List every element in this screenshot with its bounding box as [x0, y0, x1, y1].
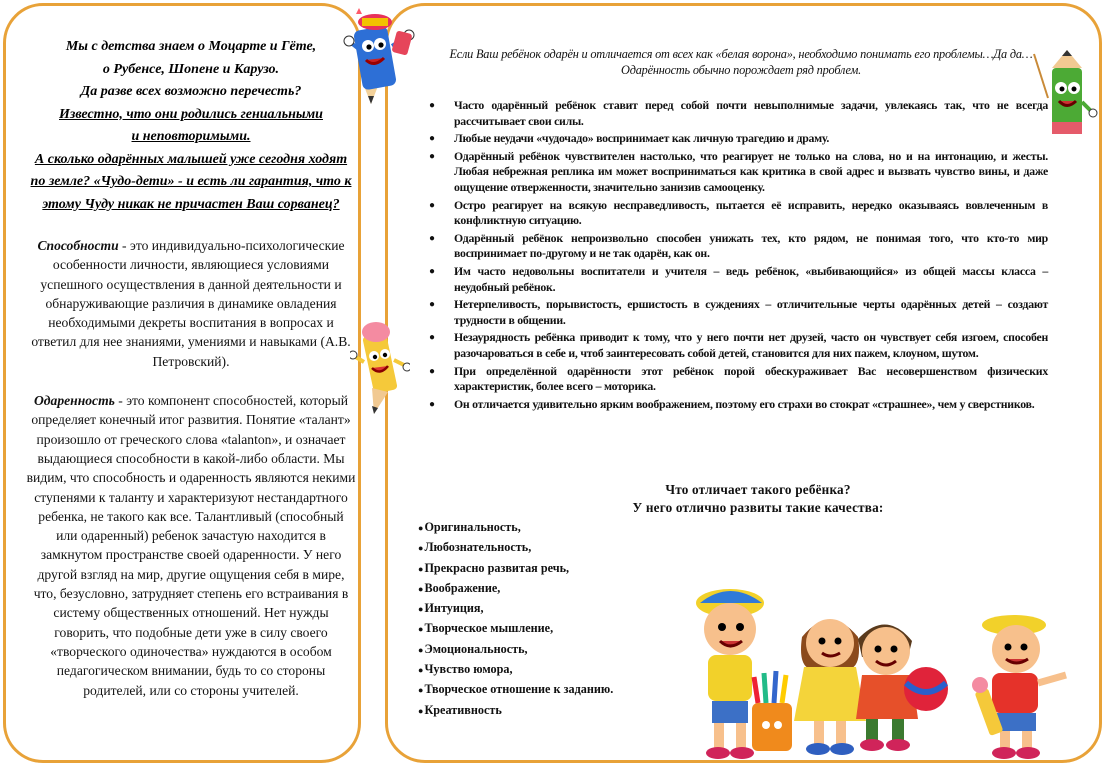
list-item: ● Творческое мышление,	[418, 619, 718, 639]
list-item: ● Оригинальность,	[418, 518, 718, 538]
definitions	[26, 236, 356, 700]
problems-intro: Если Ваш ребёнок одарён и отличается от всех как «белая ворона», необходимо понимать его проблемы…Да да…Одарённость обычно порождает ряд проблем.	[449, 47, 1033, 77]
list-item: ● Любые неудачи «чудочадо» воспринимает как личную трагедию и драму.	[426, 131, 1048, 147]
intro-line: Известно, что они родились гениальными	[59, 106, 323, 122]
question-subtitle: У него отлично развиты такие качества:	[632, 500, 884, 515]
left-panel	[3, 3, 361, 763]
list-item: ● Творческое отношение к заданию.	[418, 680, 718, 700]
abilities-text: - это индивидуально-психологические особенности личности, являющиеся условиями успешного осуществления в данной деятельности и обнаруживающие различия в динамике овладения необходимыми декреты воспитания в вопросах и ответил для нее знаниями, умениями и навыками (А.В. Петровский).	[31, 238, 351, 369]
yellow-pencil-mascot-icon	[350, 316, 410, 416]
list-item: ● Интуиция,	[418, 599, 718, 619]
list-item: ● Он отличается удивительно ярким воображением, поэтому его страхи во стократ «страшнее», чем у сверстников.	[426, 397, 1048, 413]
list-item: ● Любознательность,	[418, 538, 718, 558]
question-title: Что отличает такого ребёнка?	[665, 482, 851, 497]
intro-line: о Рубенсе, Шопене и Карузо.	[102, 61, 280, 77]
intro-poem	[26, 36, 356, 216]
problems-list	[426, 98, 1048, 414]
list-item: ● Прекрасно развитая речь,	[418, 559, 718, 579]
list-item: ● Часто одарённый ребёнок ставит перед собой почти невыполнимые задачи, увлекаясь так, что не всегда рассчитывает свои силы.	[426, 98, 1048, 129]
list-item: ● Нетерпеливость, порывистость, ершистость в суждениях – отличительные черты одарённых детей – создают трудности в общении.	[426, 297, 1048, 328]
list-item: ● Эмоциональность,	[418, 640, 718, 660]
list-item: ● Незаурядность ребёнка приводит к тому, что у него почти нет друзей, часто он чувствует себя изгоем, способен разочароваться в себе и, чтоб заинтересовать собой детей, становится для них пажем, клоуном, шутом.	[426, 330, 1048, 361]
green-pencil-mascot-icon	[1028, 48, 1098, 142]
intro-line: Да разве всех возможно перечесть?	[80, 84, 302, 99]
list-item: ● Одарённый ребёнок чувствителен настолько, что реагирует не только на слова, но и на интонацию, и жесты. Любая небрежная реплика им может восприниматься как критика в свой адрес и вызвать чувство вины, и даже ощущение отверженности, значительно занизив самооценку.	[426, 149, 1048, 196]
abilities-definition	[26, 236, 356, 371]
intro-line: Мы с детства знаем о Моцарте и Гёте,	[65, 39, 317, 54]
intro-line: А сколько одарённых малышей уже сегодня ходят по земле? «Чудо-дети» - и есть ли гарантия, что к этому Чуду никак не причастен Ваш сорванец?	[30, 151, 352, 212]
abilities-term: Способности	[37, 238, 119, 253]
list-item: ● Одарённый ребёнок непроизвольно способен унижать тех, кто рядом, не понимая того, что кто-то мир воспринимает по-другому и не так одарён, как он.	[426, 231, 1048, 262]
giftedness-definition	[26, 391, 356, 700]
list-item: ● Чувство юмора,	[418, 660, 718, 680]
list-item: ● Им часто недовольны воспитатели и учителя – ведь ребёнок, «выбивающийся» из общей массы класса – неудобный ребёнок.	[426, 264, 1048, 295]
qualities-list	[418, 518, 718, 721]
list-item: ● Воображение,	[418, 579, 718, 599]
list-item: ● При определённой одарённости этот ребёнок порой обескураживает Вас несовершенством физических характеристик, более всего – моторика.	[426, 364, 1048, 395]
giftedness-term: Одаренность	[33, 393, 115, 409]
qualities-heading	[538, 481, 978, 517]
children-group-icon	[690, 585, 1098, 761]
list-item: ● Остро реагирует на всякую несправедливость, пытается её исправить, нередко оказываясь вовлеченным в конфликтную ситуацию.	[426, 198, 1048, 229]
giftedness-text: - это компонент способностей, который определяет конечный итог развития. Понятие «талант» произошло от греческого слова «talanton», и означает выдающиеся способности в какой-либо области. Мы видим, что способность и одаренность являются некими ступенями к таланту и характеризуют нестандартного ребенка, не такого как все. Талантливый (способный или одаренный) ребенок зачастую находится в замкнутом пространстве своей одаренности. У него другой взгляд на мир, другие ощущения себя в мире, что, безусловно, затрудняет степень его встраивания в систему общественных отношений. Нет нужды говорить, что подобные дети уже в силу своего «творческого одиночества» нуждаются в особом педагогическом внимании, будь то со стороны родителей, или со стороны учителей.	[26, 393, 356, 698]
list-item: ● Креативность	[418, 701, 718, 721]
intro-line: и неповторимыми.	[131, 129, 251, 144]
blue-pencil-mascot-icon	[342, 2, 420, 106]
